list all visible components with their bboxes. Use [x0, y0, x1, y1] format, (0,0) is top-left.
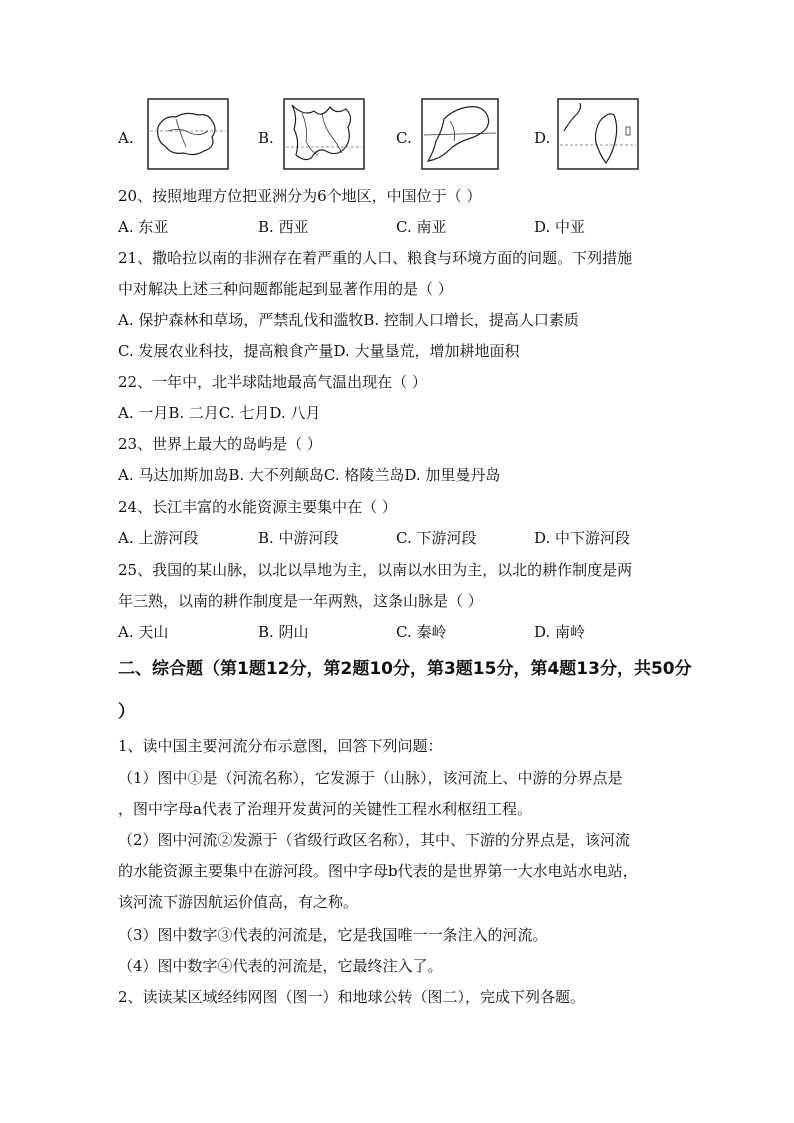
q24-option-c: C. 下游河段 — [396, 529, 477, 547]
map-option-b-label: B. — [258, 129, 274, 147]
question-21-line-1: 21、撒哈拉以南的非洲存在着严重的人口、粮食与环境方面的问题。下列措施 — [118, 249, 633, 267]
map-d-image — [556, 97, 640, 171]
map-option-a-label: A. — [118, 129, 134, 147]
part2-q1-sub4: （4）图中数字④代表的河流是，它最终注入了。 — [118, 957, 443, 975]
question-24-text: 24、长江丰富的水能资源主要集中在（ ） — [118, 498, 397, 516]
question-21-options-ab: A. 保护森林和草场，严禁乱伐和滥牧B. 控制人口增长，提高人口素质 — [118, 311, 579, 329]
part2-q1-intro: 1、读中国主要河流分布示意图，回答下列问题： — [118, 737, 443, 755]
map-option-c-label: C. — [396, 129, 412, 147]
q20-option-c: C. 南亚 — [396, 218, 447, 236]
map-c-image — [420, 97, 500, 171]
question-21-options-cd: C. 发展农业科技，提高粮食产量D. 大量垦荒，增加耕地面积 — [118, 342, 520, 360]
q20-option-b: B. 西亚 — [258, 218, 309, 236]
q25-option-b: B. 阴山 — [258, 623, 309, 641]
question-25-line-1: 25、我国的某山脉，以北以旱地为主，以南以水田为主，以北的耕作制度是两 — [118, 561, 633, 579]
q20-option-d: D. 中亚 — [534, 218, 586, 236]
part2-q1-sub2-line-1: （2）图中河流②发源于（省级行政区名称），其中、下游的分界点是，该河流 — [118, 831, 631, 849]
part2-q2-intro: 2、读读某区域经纬网图（图一）和地球公转（图二），完成下列各题。 — [118, 988, 586, 1006]
q25-option-d: D. 南岭 — [534, 623, 586, 641]
q25-option-a: A. 天山 — [118, 623, 169, 641]
question-22-text: 22、一年中，北半球陆地最高气温出现在（ ） — [118, 373, 427, 391]
q24-option-d: D. 中下游河段 — [534, 529, 631, 547]
section-2-title-continuation: ） — [118, 702, 135, 722]
map-b-image — [282, 97, 366, 171]
question-20-text: 20、按照地理方位把亚洲分为6个地区，中国位于（ ） — [118, 187, 482, 205]
q25-option-c: C. 秦岭 — [396, 623, 447, 641]
question-22-options: A. 一月B. 二月C. 七月D. 八月 — [118, 404, 321, 422]
q20-option-a: A. 东亚 — [118, 218, 169, 236]
question-23-text: 23、世界上最大的岛屿是（ ） — [118, 435, 322, 453]
question-23-options: A. 马达加斯加岛B. 大不列颠岛C. 格陵兰岛D. 加里曼丹岛 — [118, 466, 501, 484]
map-a-image — [146, 97, 230, 171]
part2-q1-sub2-line-3: 该河流下游因航运价值高，有之称。 — [118, 893, 359, 911]
q24-option-b: B. 中游河段 — [258, 529, 339, 547]
q24-option-a: A. 上游河段 — [118, 529, 199, 547]
part2-q1-sub1-line-1: （1）图中①是（河流名称），它发源于（山脉），该河流上、中游的分界点是 — [118, 769, 623, 787]
section-2-title: 二、综合题（第1题12分，第2题10分，第3题15分，第4题13分，共50分 — [118, 659, 692, 679]
question-25-line-2: 年三熟，以南的耕作制度是一年两熟，这条山脉是（ ） — [118, 592, 483, 610]
question-21-line-2: 中对解决上述三种问题都能起到显著作用的是（ ） — [118, 280, 453, 298]
part2-q1-sub1-line-2: ，图中字母a代表了治理开发黄河的关键性工程水利枢纽工程。 — [118, 800, 532, 818]
map-option-d-label: D. — [534, 129, 551, 147]
part2-q1-sub2-line-2: 的水能资源主要集中在游河段。图中字母b代表的是世界第一大水电站水电站， — [118, 862, 638, 880]
part2-q1-sub3: （3）图中数字③代表的河流是，它是我国唯一一条注入的河流。 — [118, 926, 548, 944]
